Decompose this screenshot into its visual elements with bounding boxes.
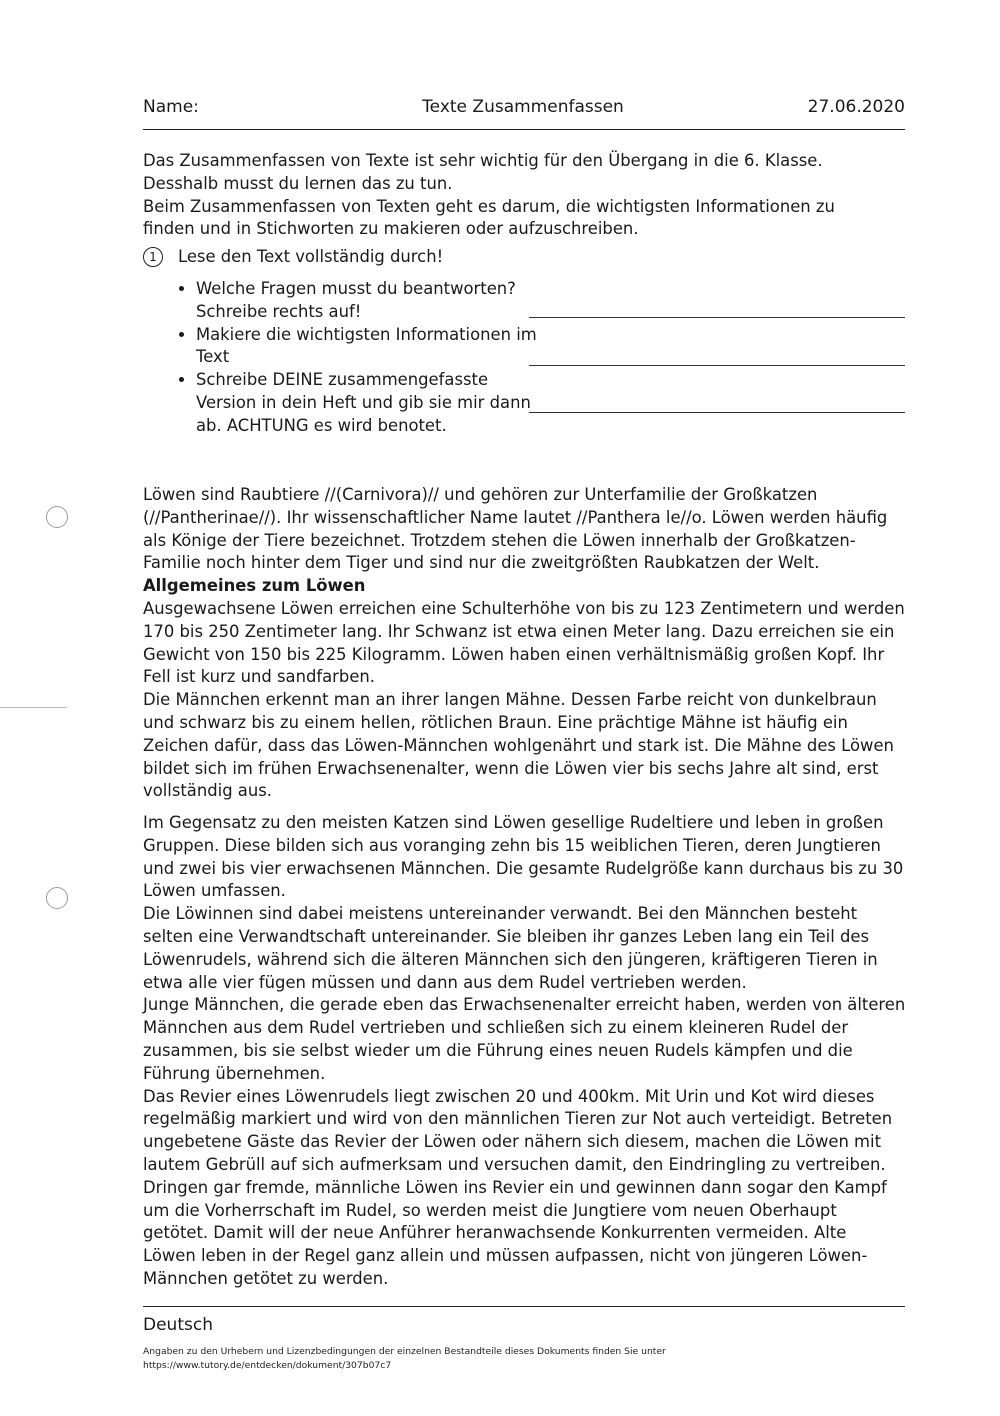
text-line: Löwen umfassen. [143,881,286,901]
section-heading: Allgemeines zum Löwen [143,576,366,596]
main-text [143,484,923,803]
footer-rule [143,1306,905,1307]
text-line: Männchen aus dem Rudel vertrieben und schließen sich zu einem kleineren Rudel der [143,1018,849,1038]
text-line: Im Gegensatz zu den meisten Katzen sind Löwen gesellige Rudeltiere und leben in großen [143,813,884,832]
text-line: Die Löwinnen sind dabei meistens untereinander verwandt. Bei den Männchen besteht [143,904,858,924]
text-line: Zeichen dafür, dass das Löwen-Männchen wohlgenährt und stark ist. Die Mähne des Löwen [143,735,894,755]
text-line: etwa alle vier fügen müssen und dann aus dem Rudel vertrieben werden. [143,972,747,992]
text-line: 170 bis 250 Zentimeter lang. Ihr Schwanz ist etwa einen Meter lang. Dazu erreichen sie ein [143,621,895,641]
text-line: Führung übernehmen. [143,1063,326,1083]
text-line: und zwei bis vier erwachsenen Männchen. Die gesamte Rudelgröße kann durchaus bis zu 30 [143,858,904,878]
punch-hole-icon [46,506,68,528]
task-bullet: • Welche Fragen musst du beantworten? Schreibe rechts auf! [196,278,541,324]
text-line: getötet. Damit will der neue Anführer heranwachsende Konkurrenten vermeiden. Alte [143,1223,847,1243]
text-line: bildet sich im frühen Erwachsenenalter, wenn die Löwen vier bis sechs Jahre alt sind, erst [143,758,879,778]
fold-mark [0,707,67,708]
name-label: Name: [143,97,199,117]
document-date: 27.06.2020 [807,97,905,117]
task-bullet: • Makiere die wichtigsten Informationen im Text [196,324,541,370]
task-bullet: • Schreibe DEINE zusammengefasste Version in dein Heft und gib sie mir dann ab. ACHTUNG es wird benotet. [196,369,541,437]
task-title: Lese den Text vollständig durch! [178,247,444,266]
task-bullet-list [178,278,541,438]
intro-line: Beim Zusammenfassen von Texten geht es darum, die wichtigsten Informationen zu [143,196,835,216]
document-url-link[interactable]: https://www.tutory.de/entdecken/dokument/307b07c7 [143,1359,392,1371]
punch-hole-icon [46,887,68,909]
license-notice [143,1345,903,1372]
document-title: Texte Zusammenfassen [422,97,624,117]
task-number-badge: 1 [143,247,163,267]
text-line: vollständig aus. [143,781,272,801]
text-line: lautem Gebrüll auf sich aufmerksam und versuchen damit, den Eindringling zu vertreiben. [143,1154,886,1174]
text-line: Gruppen. Diese bilden sich aus voranging zehn bis 15 weiblichen Tieren, deren Jungtieren [143,835,881,855]
text-line: um die Vorherrschaft im Rudel, so werden meist die Jungtiere vom neuen Oberhaupt [143,1200,837,1220]
text-line: Gewicht von 150 bis 225 Kilogramm. Löwen haben einen verhältnismäßig großen Kopf. Ihr [143,644,885,664]
answer-line[interactable] [529,365,905,366]
main-text-continued [143,812,923,1291]
text-line: selten eine Verwandtschaft untereinander. Sie bleiben ihr ganzes Leben lang ein Teil des [143,926,870,946]
answer-line[interactable] [529,412,905,413]
text-line: und schwarz bis zu einem hellen, rötlichen Braun. Eine prächtige Mähne ist häufig ein [143,712,848,732]
intro-line: Das Zusammenfassen von Texte ist sehr wichtig für den Übergang in die 6. Klasse. [143,151,823,170]
text-line: regelmäßig markiert und wird von den männlichen Tieren zur Not auch verteidigt. Betreten [143,1109,893,1129]
intro-line: Desshalb musst du lernen das zu tun. [143,173,453,193]
text-line: (//Pantherinae//). Ihr wissenschaftlicher Name lautet //Panthera le//o. Löwen werden häufig [143,507,888,527]
text-line: Das Revier eines Löwenrudels liegt zwischen 20 und 400km. Mit Urin und Kot wird dieses [143,1086,875,1106]
text-line: Fell ist kurz und sandfarben. [143,667,375,687]
intro-paragraph [143,150,913,241]
text-line: Die Männchen erkennt man an ihrer langen Mähne. Dessen Farbe reicht von dunkelbraun [143,690,877,710]
answer-line[interactable] [529,317,905,318]
text-line: Junge Männchen, die gerade eben das Erwachsenenalter erreicht haben, werden von älteren [143,995,906,1015]
license-line: Angaben zu den Urhebern und Lizenzbedingungen der einzelnen Bestandteile dieses Dokuments finden Sie unter [143,1346,666,1357]
text-line: Ausgewachsene Löwen erreichen eine Schulterhöhe von bis zu 123 Zentimetern und werden [143,598,905,618]
text-line: Männchen getötet zu werden. [143,1268,389,1288]
subject-label: Deutsch [143,1315,213,1335]
text-line: Löwen sind Raubtiere //(Carnivora)// und gehören zur Unterfamilie der Großkatzen [143,485,818,504]
text-line: Löwen leben in der Regel ganz allein und müssen aufpassen, nicht von jüngeren Löwen- [143,1246,868,1266]
text-line: als Könige der Tiere bezeichnet. Trotzdem stehen die Löwen innerhalb der Großkatzen- [143,530,856,550]
text-line: Dringen gar fremde, männliche Löwen ins Revier ein und gewinnen dann sogar den Kampf [143,1177,887,1197]
header-rule [143,129,905,130]
intro-line: finden und in Stichworten zu makieren oder aufzuschreiben. [143,219,639,239]
text-line: Löwenrudels, während sich die älteren Männchen sich den jüngeren, kräftigeren Tieren in [143,949,878,969]
text-line: zusammen, bis sie selbst wieder um die Führung eines neuen Rudels kämpfen und die [143,1040,853,1060]
text-line: Familie noch hinter dem Tiger und sind nur die zweitgrößten Raubkatzen der Welt. [143,553,820,573]
text-line: ungebetene Gäste das Revier der Löwen oder nähern sich diesem, machen die Löwen mit [143,1132,881,1152]
